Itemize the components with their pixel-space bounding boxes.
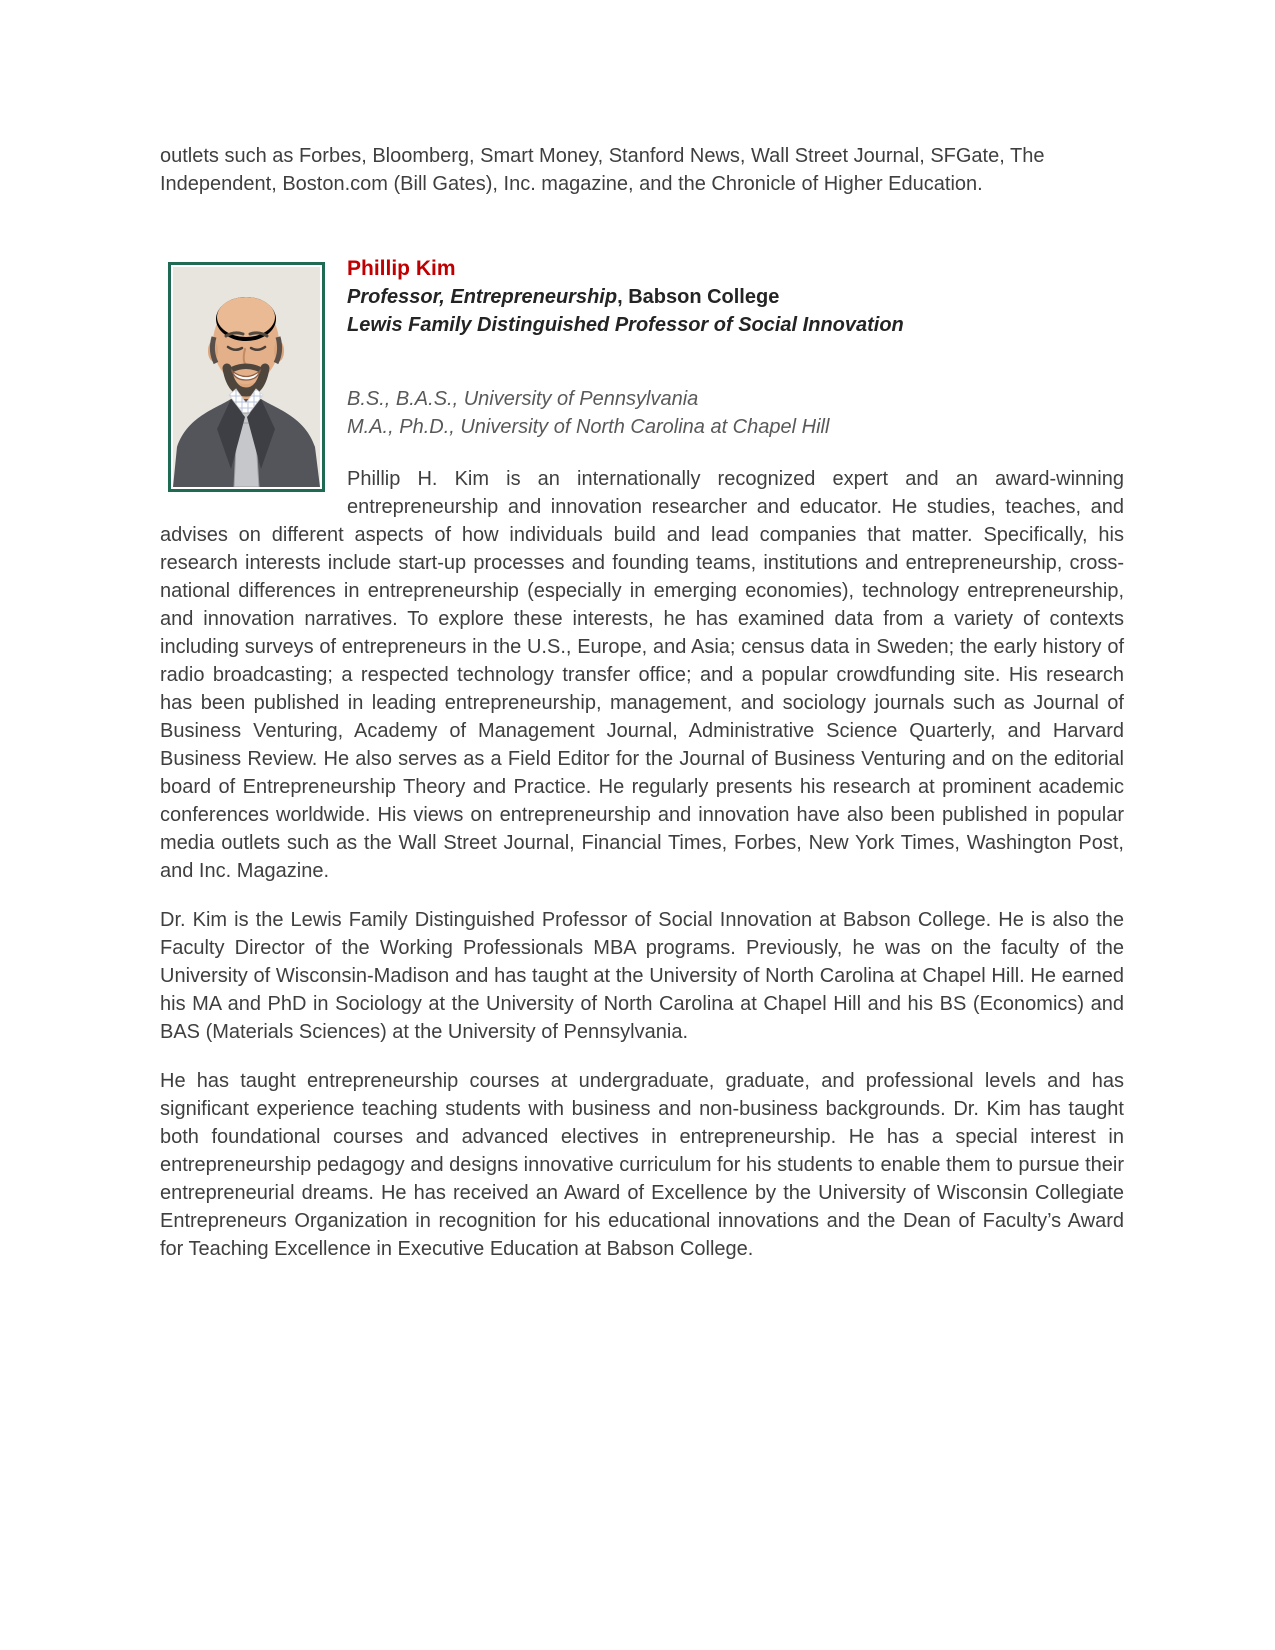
bio-paragraph-2: Dr. Kim is the Lewis Family Distinguished Professor of Social Innovation at Babson College. He is also the Faculty Director of the Working Professionals MBA programs. Previously, he was on the faculty of the University of Wisconsin-Madison and has taught at the University of North Carolina at Chapel Hill. He earned his MA and PhD in Sociology at the University of North Carolina at Chapel Hill and his BS (Economics) and BAS (Materials Sciences) at the University of Pennsylvania. [160, 909, 1124, 1043]
bio-paragraph-1: Phillip H. Kim is an internationally recognized expert and an award-winning entrepreneurship and innovation researcher and educator. He studies, teaches, and advises on different aspects of how individuals build and lead companies that matter. Specifically, his research interests include start-up processes and founding teams, institutions and entrepreneurship, cross-national differences in entrepreneurship (especially in emerging economies), technology entrepreneurship, and innovation narratives. To explore these interests, he has examined data from a variety of contexts including surveys of entrepreneurs in the U.S., Europe, and Asia; census data in Sweden; the early history of radio broadcasting; a respected technology transfer office; and a popular crowdfunding site. His research has been published in leading entrepreneurship, management, and sociology journals such as Journal of Business Venturing, Academy of Management Journal, Administrative Science Quarterly, and Harvard Business Review. He also serves as a Field Editor for the Journal of Business Venturing and on the editorial board of Entrepreneurship Theory and Practice. He regularly presents his research at prominent academic conferences worldwide. His views on entrepreneurship and innovation have also been published in popular media outlets such as the Wall Street Journal, Financial Times, Forbes, New York Times, Washington Post, and Inc. Magazine. [160, 468, 1124, 882]
profile-photo [168, 262, 325, 492]
profile-section [160, 255, 1124, 1263]
credential-line-2: M.A., Ph.D., University of North Carolina at Chapel Hill [347, 416, 830, 438]
credential-line-1: B.S., B.A.S., University of Pennsylvania [347, 388, 699, 410]
profile-title-institution: , Babson College [617, 286, 780, 308]
intro-paragraph: outlets such as Forbes, Bloomberg, Smart Money, Stanford News, Wall Street Journal, SFGate, The Independent, Boston.com (Bill Gates), Inc. magazine, and the Chronicle of Higher Education. [160, 145, 1045, 195]
profile-name: Phillip Kim [347, 257, 456, 280]
portrait-illustration-icon [173, 267, 320, 487]
bio-paragraph-3: He has taught entrepreneurship courses at undergraduate, graduate, and professional levels and has significant experience teaching students with business and non-business backgrounds. Dr. Kim has taught both foundational courses and advanced electives in entrepreneurship. He has a special interest in entrepreneurship pedagogy and designs innovative curriculum for his students to enable them to pursue their entrepreneurial dreams. He has received an Award of Excellence by the University of Wisconsin Collegiate Entrepreneurs Organization in recognition for his educational innovations and the Dean of Faculty’s Award for Teaching Excellence in Executive Education at Babson College. [160, 1070, 1124, 1260]
profile-title-role: Professor, Entrepreneurship [347, 286, 618, 308]
profile-title-chair: Lewis Family Distinguished Professor of Social Innovation [347, 314, 904, 336]
